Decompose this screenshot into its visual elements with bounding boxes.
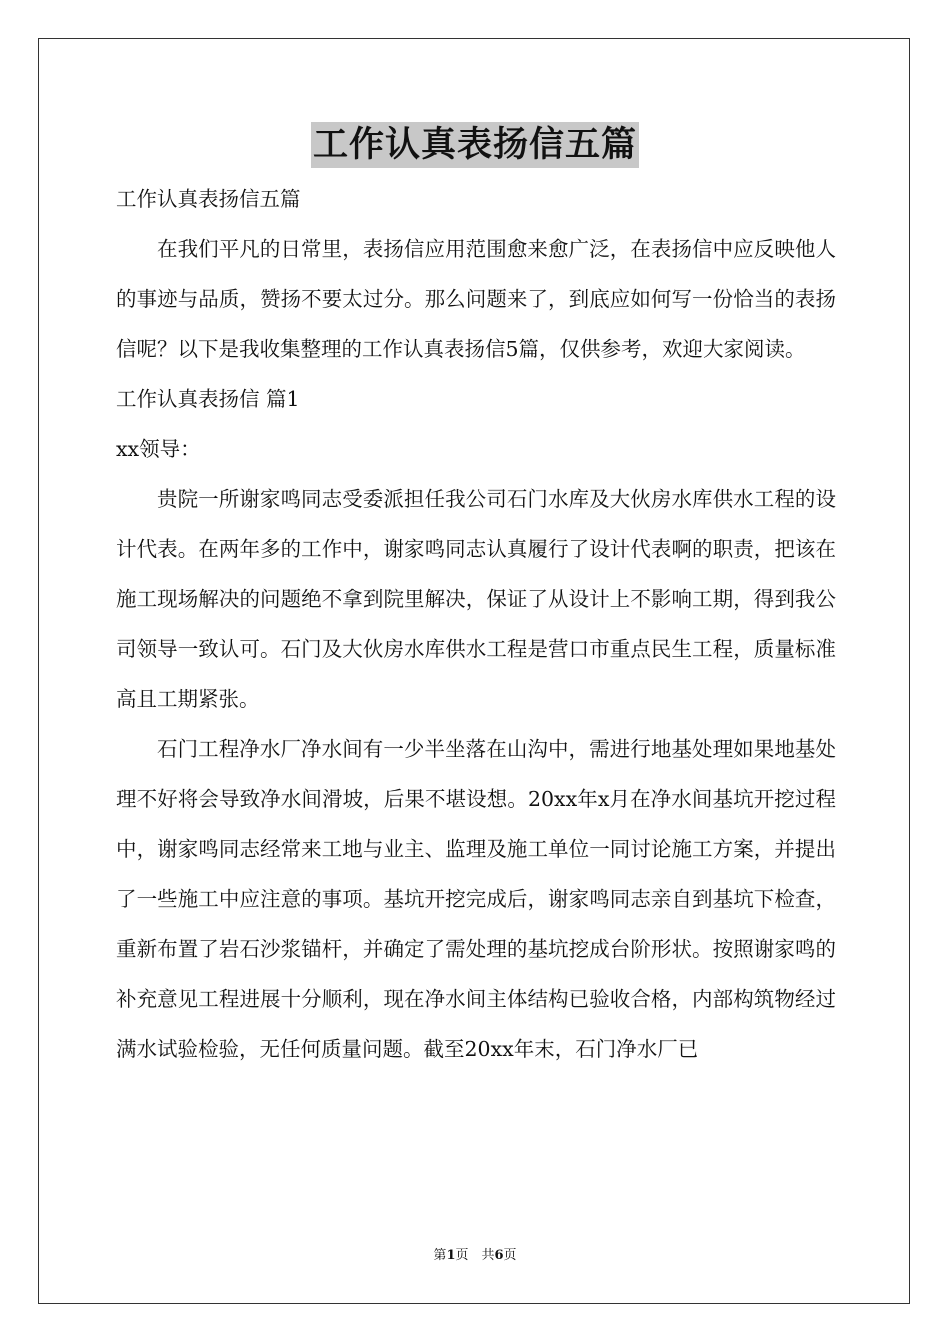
body-paragraph: 贵院一所谢家鸣同志受委派担任我公司石门水库及大伙房水库供水工程的设计代表。在两年多的工作中，谢家鸣同志认真履行了设计代表啊的职责，把该在施工现场解决的问题绝不拿到院里解决，保证了从设计上不影响工期，得到我公司领导一致认可。石门及大伙房水库供水工程是营口市重点民生工程，质量标准高且工期紧张。 (116, 487, 836, 711)
body-paragraph: 石门工程净水厂净水间有一少半坐落在山沟中，需进行地基处理如果地基处理不好将会导致净水间滑坡，后果不堪设想。20xx年x月在净水间基坑开挖过程中，谢家鸣同志经常来工地与业主、监理及施工单位一同讨论施工方案，并提出了一些施工中应注意的事项。基坑开挖完成后，谢家鸣同志亲自到基坑下检查，重新布置了岩石沙浆锚杆，并确定了需处理的基坑挖成台阶形状。按照谢家鸣的补充意见工程进展十分顺利，现在净水间主体结构已验收合格，内部构筑物经过满水试验检验，无任何质量问题。截至20xx年末，石门净水厂已 (116, 737, 836, 1061)
document-title: 工作认真表扬信五篇 (311, 122, 639, 168)
footer-page-number: 1 (446, 1248, 456, 1263)
footer-page-suffix: 页 (503, 1248, 517, 1263)
footer-total-pages: 6 (494, 1248, 504, 1263)
footer-page-prefix: 第 (433, 1248, 447, 1263)
title-container (0, 122, 950, 168)
intro-paragraph: 在我们平凡的日常里，表扬信应用范围愈来愈广泛，在表扬信中应反映他人的事迹与品质，赞扬不要太过分。那么问题来了，到底应如何写一份恰当的表扬信呢？以下是我收集整理的工作认真表扬信5篇，仅供参考，欢迎大家阅读。 (116, 237, 836, 361)
document-body (116, 174, 836, 1074)
footer-page-mid: 页 共 (455, 1248, 495, 1263)
subtitle-line: 工作认真表扬信五篇 (116, 187, 301, 211)
section-heading: 工作认真表扬信 篇1 (116, 387, 300, 411)
salutation: xx领导： (116, 437, 201, 461)
page-footer (0, 1248, 950, 1264)
